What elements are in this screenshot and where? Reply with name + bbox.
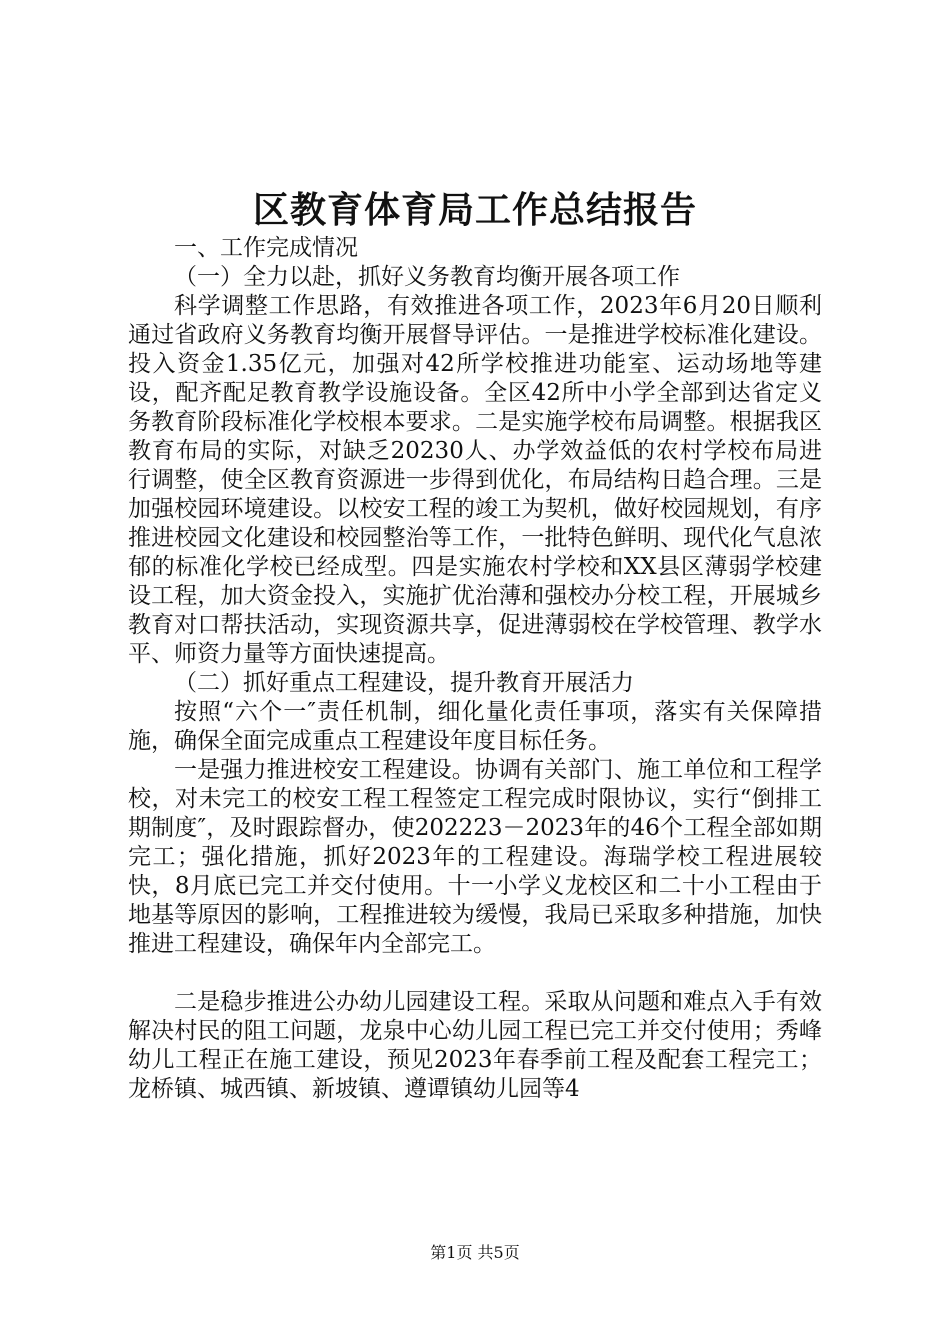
- paragraph-1: 科学调整工作思路，有效推进各项工作，2023年6月20日顺利通过省政府义务教育均衡开展督导评估。一是推进学校标准化建设。投入资金1.35亿元，加强对42所学校推进功能室、运动场地等建设，配齐配足教育教学设施设备。全区42所中小学全部到达省定义务教育阶段标准化学校根本要求。二是实施学校布局调整。根据我区教育布局的实际，对缺乏20230人、办学效益低的农村学校布局进行调整，使全区教育资源进一步得到优化，布局结构日趋合理。三是加强校园环境建设。以校安工程的竣工为契机，做好校园规划，有序推进校园文化建设和校园整治等工作，一批特色鲜明、现代化气息浓郁的标准化学校已经成型。四是实施农村学校和XX县区薄弱学校建设工程，加大资金投入，实施扩优治薄和强校办分校工程，开展城乡教育对口帮扶活动，实现资源共享，促进薄弱校在学校管理、教学水平、师资力量等方面快速提高。: [128, 293, 822, 667]
- document-page: [128, 0, 822, 1344]
- paragraph-gap: [128, 959, 822, 988]
- document-title: 区教育体育局工作总结报告: [252, 189, 697, 231]
- paragraph-3: 一是强力推进校安工程建设。协调有关部门、施工单位和工程学校，对未完工的校安工程工程签定工程完成时限协议，实行“倒排工期制度″，及时跟踪督办，使202223－2023年的46个工程全部如期完工；强化措施，抓好2023年的工程建设。海瑞学校工程进展较快，8月底已完工并交付使用。十一小学义龙校区和二十小工程由于地基等原因的影响，工程推进较为缓慢，我局已采取多种措施，加快推进工程建设，确保年内全部完工。: [128, 757, 822, 957]
- document-body: [128, 234, 822, 1104]
- paragraph-4: 二是稳步推进公办幼儿园建设工程。采取从问题和难点入手有效解决村民的阻工问题，龙泉中心幼儿园工程已完工并交付使用；秀峰幼儿工程正在施工建设，预见2023年春季前工程及配套工程完工；龙桥镇、城西镇、新坡镇、遵谭镇幼儿园等4: [128, 989, 822, 1102]
- paragraph-2: 按照“六个一″责任机制，细化量化责任事项，落实有关保障措施，确保全面完成重点工程建设年度目标任务。: [128, 699, 822, 754]
- subsection-heading-1: （一）全力以赴，抓好义务教育均衡开展各项工作: [174, 264, 680, 290]
- page-number-footer: 第1页 共5页: [430, 1243, 520, 1262]
- section-heading-1: 一、工作完成情况: [174, 235, 358, 261]
- subsection-heading-2: （二）抓好重点工程建设，提升教育开展活力: [174, 670, 634, 696]
